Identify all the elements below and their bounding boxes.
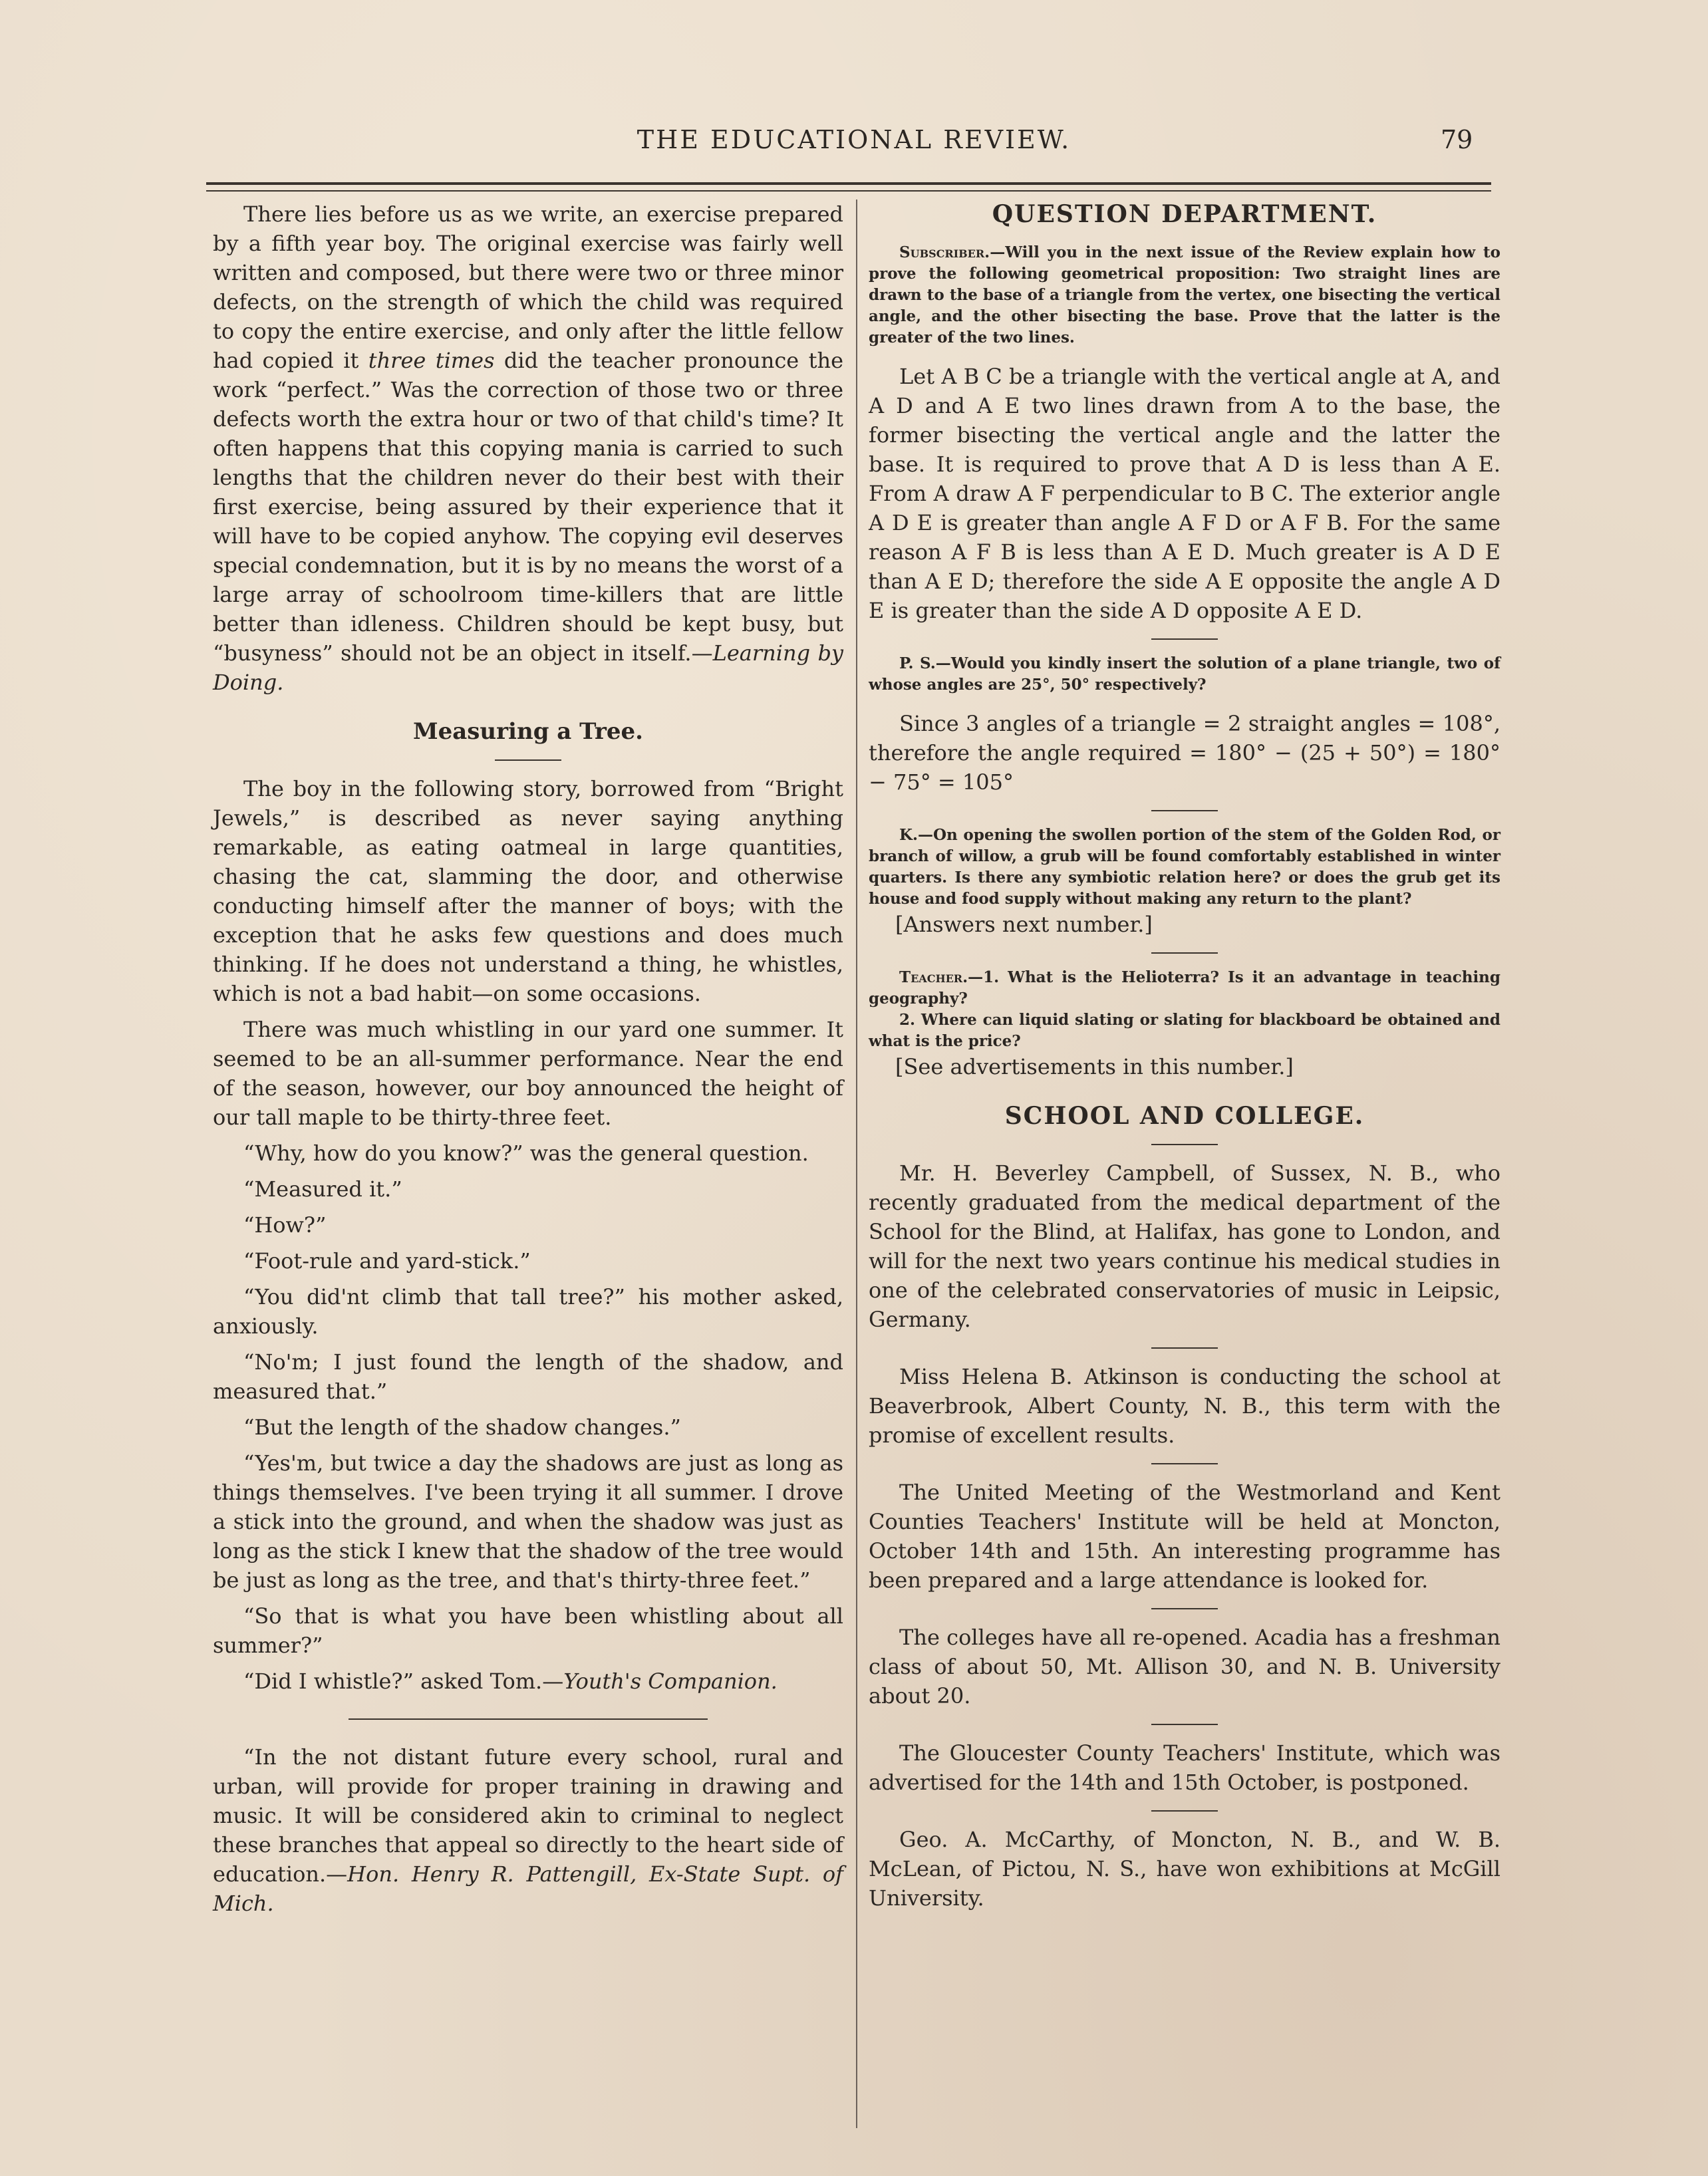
paragraph-text: There lies before us as we write, an exercise prepared by a fifth year boy. The original exercise was fairly well written and composed, but there were two or three minor defects, on the strength of which the child was required to copy the entire exercise, and only after the little fellow had copied it	[213, 202, 843, 373]
source-citation: Hon. Henry R. Pattengill, Ex-State Supt. of Mich.	[213, 1861, 843, 1916]
question-text: —Will you in the next issue of the Review explain how to prove the following geometrical proposition: Two straight lines are drawn to the base of a triangle from the vertex, one bisecting the vertical angle, and the other bisecting the base. Prove that the latter is the greater of the two lines.	[869, 243, 1500, 346]
section-divider	[1151, 1463, 1218, 1464]
question-subscriber	[869, 242, 1500, 348]
news-item: The colleges have all re-opened. Acadia has a freshman class of about 50, Mt. Allison 30, and N. B. University about 20.	[869, 1625, 1500, 1708]
question-ps: P. S.—Would you kindly insert the solution of a plane triangle, two of whose angles are 25°, 50° respectively?	[869, 654, 1500, 694]
story-paragraph: The boy in the following story, borrowed from “Bright Jewels,” is described as never saying anything remarkable, as eating oatmeal in large quantities, chasing the cat, slamming the door, and otherwise conducting himself after the manner of boys; with the exception that he asks few questions and does much thinking. If he does not understand a thing, he whistles, which is not a bad habit—on some occasions.	[213, 776, 843, 1006]
dialogue-line: “Foot-rule and yard-stick.”	[243, 1248, 531, 1274]
emphasis-text: three times	[368, 348, 495, 373]
section-divider	[1151, 1347, 1218, 1349]
copying-exercise-paragraph	[213, 200, 843, 697]
header-rule-thick	[206, 182, 1491, 185]
section-divider	[1151, 1724, 1218, 1725]
pattengill-quote	[213, 1742, 843, 1918]
dialogue-line: “But the length of the shadow changes.”	[243, 1415, 681, 1440]
correspondent-label: Subscriber.	[899, 243, 990, 261]
source-citation: Learning by Doing.	[213, 640, 844, 695]
news-item: The United Meeting of the Westmorland and Kent Counties Teachers' Institute will be held at Moncton, October 14th and 15th. An interesting programme has been prepared and a large attendance is looked for.	[869, 1480, 1500, 1593]
dialogue-line: “Measured it.”	[243, 1176, 402, 1202]
question-teacher-2: 2. Where can liquid slating or slating for blackboard be obtained and what is the price?	[869, 1011, 1500, 1050]
column-divider	[856, 200, 857, 2128]
section-heading-school-and-college: SCHOOL AND COLLEGE.	[1004, 1102, 1365, 1130]
dialogue-line: “How?”	[243, 1212, 327, 1238]
news-item: Geo. A. McCarthy, of Moncton, N. B., and W. B. McLean, of Pictou, N. S., have won exhibitions at McGill University.	[869, 1827, 1500, 1911]
answer-note: [Answers next number.]	[895, 912, 1153, 937]
dialogue-line: “So that is what you have been whistling about all summer?”	[213, 1603, 843, 1658]
answer-note: [See advertisements in this number.]	[895, 1054, 1294, 1079]
question-teacher	[869, 967, 1500, 1010]
section-divider	[349, 1718, 708, 1720]
header-rule-thin	[206, 190, 1491, 192]
section-divider	[1151, 638, 1218, 640]
left-column	[213, 200, 843, 1918]
dialogue-line: “Yes'm, but twice a day the shadows are just as long as things themselves. I've been trying it all summer. I drove a stick into the ground, and when the shadow was just as long as the stick I knew that the shadow of the tree would be just as long as the tree, and that's thirty-three feet.”	[213, 1450, 843, 1593]
question-text: —1. What is the Helioterra? Is it an advantage in teaching geography?	[869, 968, 1500, 1008]
answer-triangle: Since 3 angles of a triangle = 2 straight angles = 108°, therefore the angle required = 180° − (25 + 50°) = 180° − 75° = 105°	[869, 711, 1500, 795]
news-item: Miss Helena B. Atkinson is conducting the school at Beaverbrook, Albert County, N. B., this term with the promise of excellent results.	[869, 1364, 1500, 1448]
paragraph-text: “In the not distant future every school, rural and urban, will provide for proper training in drawing and music. It will be considered akin to criminal to neglect these branches that appeal so directly to the heart side of education.—	[213, 1744, 843, 1887]
running-header: THE EDUCATIONAL REVIEW.	[637, 125, 1071, 154]
paragraph-text: did the teacher pronounce the work “perfect.” Was the correction of those two or three defects worth the extra hour or two of that child's time? It often happens that this copying mania is carried to such lengths that the children never do their best with their first exercise, being assured by their experience that it will have to be copied anyhow. The copying evil deserves special condemnation, but it is by no means the worst of a large array of schoolroom time-killers that are little better than idleness. Children should be kept busy, but “busyness” should not be an object in itself.—	[213, 348, 844, 666]
source-citation: Youth's Companion.	[563, 1669, 778, 1694]
article-heading: Measuring a Tree.	[412, 718, 644, 745]
section-divider	[1151, 1144, 1218, 1145]
news-item: The Gloucester County Teachers' Institute, which was advertised for the 14th and 15th October, is postponed.	[869, 1740, 1500, 1795]
section-divider	[1151, 1810, 1218, 1812]
section-heading-question-department: QUESTION DEPARTMENT.	[992, 200, 1377, 228]
dialogue-line: “Why, how do you know?” was the general question.	[243, 1141, 809, 1166]
paragraph-text: “Did I whistle?” asked Tom.—	[243, 1669, 564, 1694]
dialogue-line	[213, 1667, 843, 1696]
news-item: Mr. H. Beverley Campbell, of Sussex, N. B., who recently graduated from the medical department of the School for the Blind, at Halifax, has gone to London, and will for the next two years continue his medical studies in one of the celebrated conservatories of music in Leipsic, Germany.	[869, 1160, 1500, 1332]
dialogue-line: “You did'nt climb that tall tree?” his mother asked, anxiously.	[213, 1284, 843, 1339]
correspondent-label: Teacher.	[899, 968, 968, 986]
section-divider	[495, 759, 561, 761]
page-number: 79	[1441, 125, 1473, 154]
section-divider	[1151, 952, 1218, 954]
story-paragraph: There was much whistling in our yard one summer. It seemed to be an all-summer performance. Near the end of the season, however, our boy announced the height of our tall maple to be thirty-three feet.	[213, 1017, 843, 1130]
dialogue-line: “No'm; I just found the length of the shadow, and measured that.”	[213, 1349, 843, 1404]
section-divider	[1151, 1608, 1218, 1609]
question-k: K.—On opening the swollen portion of the stem of the Golden Rod, or branch of willow, a grub will be found comfortably established in winter quarters. Is there any symbiotic relation here? or does the grub get its house and food supply without making any return to the plant?	[869, 826, 1500, 908]
right-column	[869, 200, 1500, 1913]
section-divider	[1151, 810, 1218, 811]
answer-geometry: Let A B C be a triangle with the vertical angle at A, and A D and A E two lines drawn from A to the base, the former bisecting the vertical angle and the latter the base. It is required to prove that A D is less than A E. From A draw A F perpendicular to B C. The exterior angle A D E is greater than angle A F D or A F B. For the same reason A F B is less than A E D. Much greater is A D E than A E D; therefore the side A E opposite the angle A D E is greater than the side A D opposite A E D.	[869, 364, 1500, 623]
